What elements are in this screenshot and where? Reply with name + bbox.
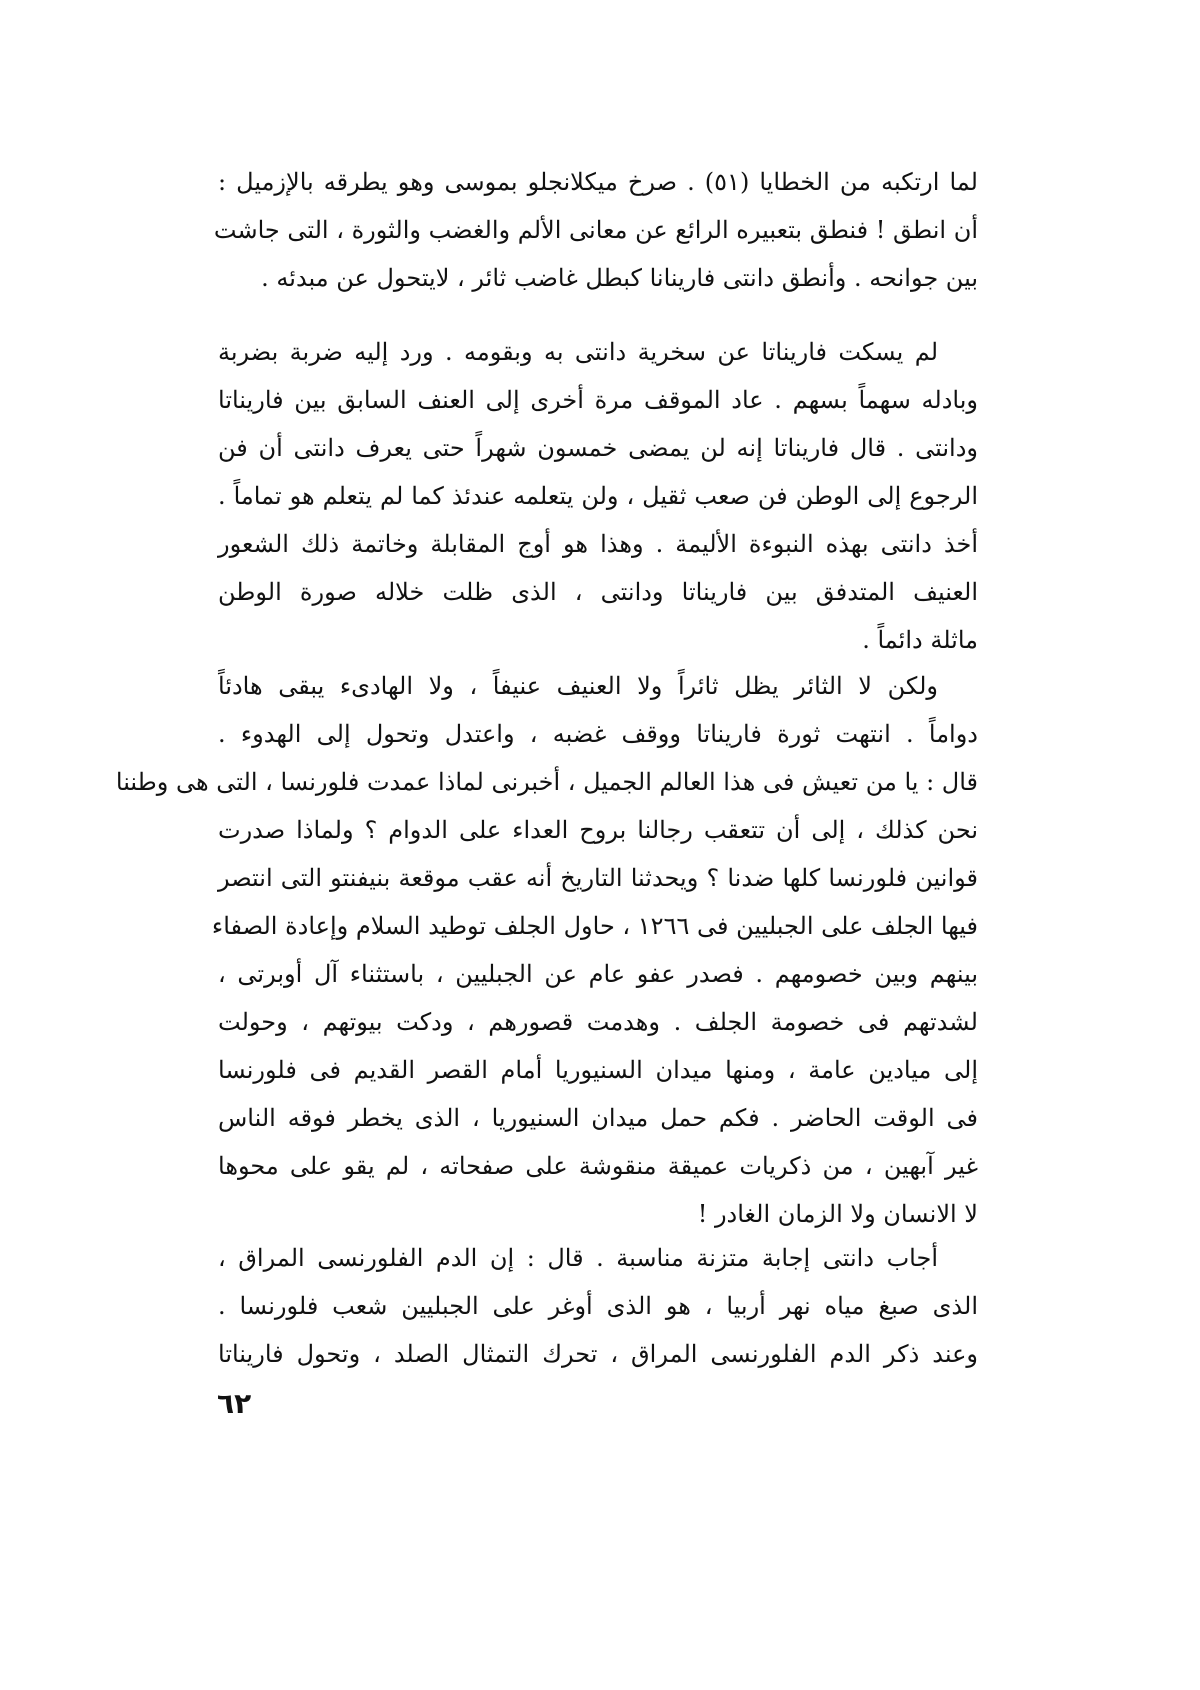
paragraph-3 (115, 662, 979, 1238)
text-line: ماثلة دائماً . (862, 626, 978, 654)
text-line: أن انطق ! فنطق بتعبيره الرائع عن معانى الألم والغضب والثورة ، التى جاشت (213, 216, 978, 244)
text-line: دواماً . انتهت ثورة فاريناتا ووقف غضبه ، واعتدل وتحول إلى الهدوء . (218, 720, 978, 748)
text-line: فيها الجلف على الجبليين فى ١٢٦٦ ، حاول الجلف توطيد السلام وإعادة الصفاء (211, 912, 978, 940)
text-line: فى الوقت الحاضر . فكم حمل ميدان السنيوريا ، الذى يخطر فوقه الناس (218, 1104, 978, 1132)
text-line: بينهم وبين خصومهم . فصدر عفو عام عن الجبليين ، باستثناء آل أوبرتى ، (218, 960, 979, 988)
text-line: أجاب دانتى إجابة متزنة مناسبة . قال : إن الدم الفلورنسى المراق ، (218, 1244, 938, 1272)
text-line: ولكن لا الثائر يظل ثائراً ولا العنيف عنيفاً ، ولا الهادىء يبقى هادئاً (218, 672, 938, 700)
page-number: ٦٢ (217, 1387, 252, 1420)
text-line: لشدتهم فى خصومة الجلف . وهدمت قصورهم ، ودكت بيوتهم ، وحولت (218, 1008, 978, 1036)
text-line: العنيف المتدفق بين فاريناتا ودانتى ، الذى ظلت خلاله صورة الوطن (218, 578, 978, 606)
text-line: نحن كذلك ، إلى أن تتعقب رجالنا بروح العداء على الدوام ؟ ولماذا صدرت (218, 816, 978, 844)
text-line: وبادله سهماً بسهم . عاد الموقف مرة أخرى إلى العنف السابق بين فاريناتا (218, 386, 978, 414)
text-line: لم يسكت فاريناتا عن سخرية دانتى به وبقومه . ورد إليه ضربة بضربة (218, 338, 938, 366)
text-line: الذى صبغ مياه نهر أربيا ، هو الذى أوغر على الجبليين شعب فلورنسا . (218, 1292, 978, 1320)
text-line: إلى ميادين عامة ، ومنها ميدان السنيوريا أمام القصر القديم فى فلورنسا (218, 1056, 978, 1084)
paragraph-2 (218, 328, 978, 664)
paragraph-4 (218, 1234, 978, 1378)
text-line: بين جوانحه . وأنطق دانتى فارينانا كبطل غاضب ثائر ، لايتحول عن مبدئه . (261, 264, 978, 292)
text-line: لا الانسان ولا الزمان الغادر ! (697, 1200, 978, 1228)
text-line: قال : يا من تعيش فى هذا العالم الجميل ، أخبرنى لماذا عمدت فلورنسا ، التى هى وطننا (115, 768, 978, 796)
text-line: غير آبهين ، من ذكريات عميقة منقوشة على صفحاته ، لم يقو على محوها (218, 1152, 978, 1180)
text-line: قوانين فلورنسا كلها ضدنا ؟ ويحدثنا التاريخ أنه عقب موقعة بنيفنتو التى انتصر (218, 864, 978, 892)
text-line: الرجوع إلى الوطن فن صعب ثقيل ، ولن يتعلمه عندئذ كما لم يتعلم هو تماماً . (218, 482, 978, 510)
text-line: ودانتى . قال فاريناتا إنه لن يمضى خمسون شهراً حتى يعرف دانتى أن فن (218, 434, 979, 462)
text-line: وعند ذكر الدم الفلورنسى المراق ، تحرك التمثال الصلد ، وتحول فاريناتا (218, 1340, 978, 1368)
paragraph-1 (213, 158, 978, 302)
text-line: أخذ دانتى بهذه النبوءة الأليمة . وهذا هو أوج المقابلة وخاتمة ذلك الشعور (218, 530, 978, 558)
text-line: لما ارتكبه من الخطايا (٥١) . صرخ ميكلانجلو بموسى وهو يطرقه بالإزميل : (218, 168, 978, 196)
